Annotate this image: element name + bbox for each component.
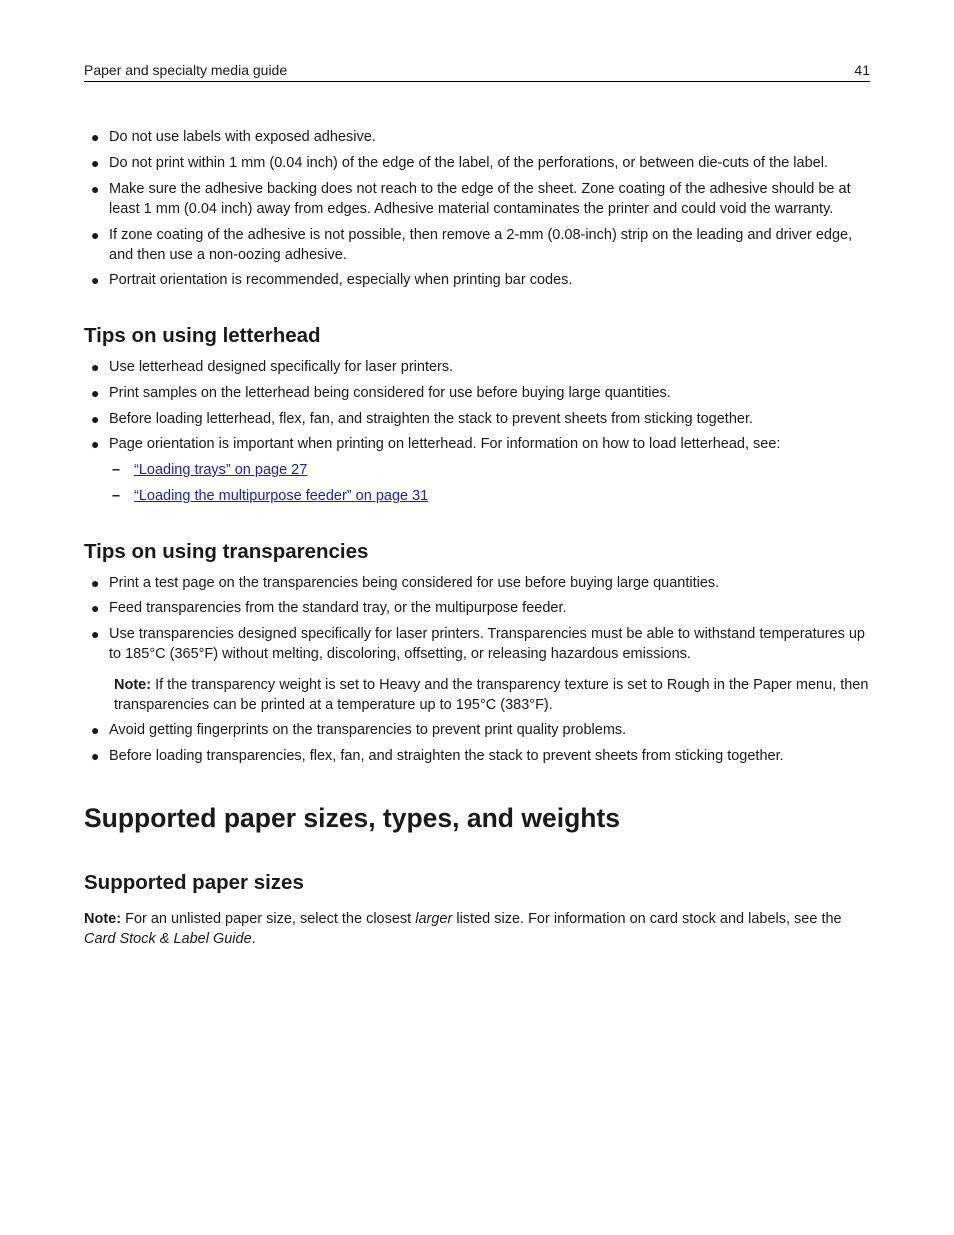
list-item: ● Page orientation is important when printing on letterhead. For information on how to load letterhead, see: xyxy=(91,436,781,452)
list-item: ● Print samples on the letterhead being considered for use before buying large quantities. xyxy=(91,385,671,401)
dash-icon: – xyxy=(112,462,121,478)
bullet-icon: ● xyxy=(91,129,100,145)
note-label: Note: xyxy=(114,677,152,693)
bullet-icon: ● xyxy=(91,626,100,642)
link-loading-multipurpose-feeder[interactable]: “Loading the multipurpose feeder” on page 31 xyxy=(134,488,429,504)
list-item: ● Use transparencies designed specifically for laser printers. Transparencies must be able to withstand temperatures up to 185°C (365°F) without melting, discoloring, offsetting, or releasing hazardous emissions. xyxy=(91,626,865,662)
note-label: Note: xyxy=(84,911,122,927)
page-header xyxy=(84,60,870,82)
list-item: ● Avoid getting fingerprints on the transparencies to prevent print quality problems. xyxy=(91,722,627,738)
list-item: ● Make sure the adhesive backing does not reach to the edge of the sheet. Zone coating of the adhesive should be at least 1 mm (0.04 inch) away from edges. Adhesive material contaminates the printer and could void the warranty. xyxy=(91,181,851,217)
link-loading-trays[interactable]: “Loading trays” on page 27 xyxy=(134,462,308,478)
letterhead-heading: Tips on using letterhead xyxy=(84,324,321,347)
list-item: ● Before loading letterhead, flex, fan, and straighten the stack to prevent sheets from sticking together. xyxy=(91,411,754,427)
bullet-icon: ● xyxy=(91,748,100,764)
list-item: ● Print a test page on the transparencies being considered for use before buying large quantities. xyxy=(91,575,720,591)
bullet-icon: ● xyxy=(91,385,100,401)
list-item: ● Portrait orientation is recommended, especially when printing bar codes. xyxy=(91,272,573,288)
bullet-icon: ● xyxy=(91,411,100,427)
list-item: ● Before loading transparencies, flex, fan, and straighten the stack to prevent sheets from sticking together. xyxy=(91,748,784,764)
page-number: 41 xyxy=(854,62,870,78)
bullet-icon: ● xyxy=(91,600,100,616)
bullet-icon: ● xyxy=(91,272,100,288)
list-item: ● Use letterhead designed specifically for laser printers. xyxy=(91,359,454,375)
bullet-icon: ● xyxy=(91,227,100,243)
transparencies-heading: Tips on using transparencies xyxy=(84,540,369,563)
bullet-icon: ● xyxy=(91,436,100,452)
emphasis-larger: larger xyxy=(415,911,453,927)
list-item: ● Do not use labels with exposed adhesive. xyxy=(91,129,376,145)
transparency-note xyxy=(114,675,872,715)
sub-list-item xyxy=(112,460,308,480)
list-item: ● If zone coating of the adhesive is not possible, then remove a 2‑mm (0.08‑inch) strip on the leading and driver edge, and then use a non‑oozing adhesive. xyxy=(91,227,853,263)
note-text: If the transparency weight is set to Heavy and the transparency texture is set to Rough in the Paper menu, then transparencies can be printed at a temperature up to 195°C (383°F). xyxy=(114,677,869,713)
bullet-icon: ● xyxy=(91,155,100,171)
bullet-icon: ● xyxy=(91,575,100,591)
bullet-icon: ● xyxy=(91,722,100,738)
list-item: ● Feed transparencies from the standard tray, or the multipurpose feeder. xyxy=(91,600,567,616)
subsection-heading: Supported paper sizes xyxy=(84,871,304,894)
bullet-icon: ● xyxy=(91,359,100,375)
bullet-icon: ● xyxy=(91,181,100,197)
list-item: ● Do not print within 1 mm (0.04 inch) of the edge of the label, of the perforations, or between die‑cuts of the label. xyxy=(91,155,828,171)
section-heading: Supported paper sizes, types, and weights xyxy=(84,803,621,833)
sizes-note: Note: For an unlisted paper size, select the closest larger listed size. For information on card stock and labels, see the Card Stock & Label Guide. xyxy=(84,911,842,947)
dash-icon: – xyxy=(112,488,121,504)
sub-list-item xyxy=(112,486,429,506)
header-title: Paper and specialty media guide xyxy=(84,62,288,78)
guide-title: Card Stock & Label Guide xyxy=(84,931,252,947)
